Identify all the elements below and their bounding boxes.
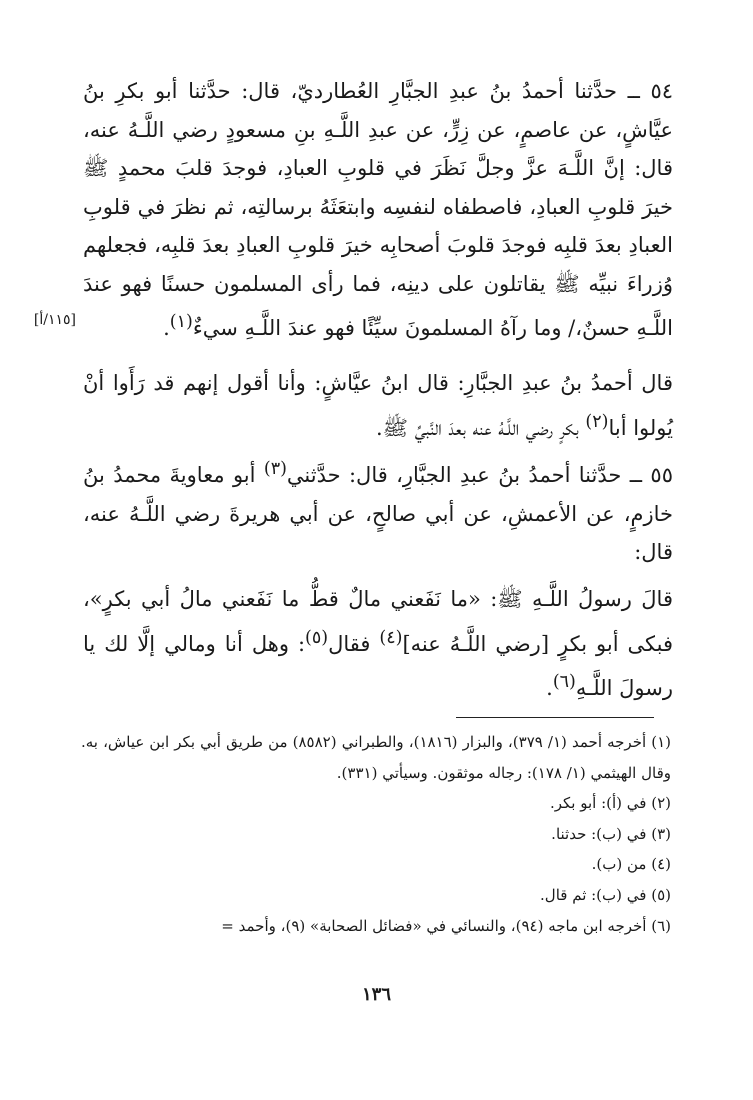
hadith-55-text: ٥٥ ــ حدَّثنا أحمدُ بنُ عبدِ الجبَّارِ، قال: حدَّثني xyxy=(286,463,673,487)
footnote-6: (٦) أخرجه ابن ماجه (٩٤)، والنسائي في «فضائل الصحابة» (٩)، وأحمد = xyxy=(221,916,671,935)
footnotes-list xyxy=(81,727,671,941)
hadith-54-text: ٥٤ ــ حدَّثنا أحمدُ بنُ عبدِ الجبَّارِ العُطارديّ، قال: حدَّثنا أبو بكرِ بنُ عيَّاشٍ، عن عاصمٍ، عن زِرٍّ، عن عبدِ اللَّـهِ بنِ مسعودٍ رضي اللَّـهُ عنه، قال: إنَّ اللَّـهَ عزَّ وجلَّ نَظَرَ في قلوبِ العبادِ، فوجدَ قلبَ محمدٍ ﷺ خيرَ قلوبِ العبادِ، فاصطفاه لنفسِه وابتعَثَهُ برسالتِه، ثم نظرَ في قلوبِ العبادِ بعدَ قلبِه فوجدَ قلوبَ أصحابِه خيرَ قلوبِ العبادِ بعدَ قلبِه، فجعلهم وُزراءَ نبيِّه ﷺ يقاتلون على دينِه، فما رأى المسلمون حسنًا فهو عندَ اللَّـهِ حسنٌ،/ وما رآهُ المسلمونَ سيِّئًا فهو عندَ اللَّـهِ سيءٌ xyxy=(83,79,673,340)
footnote-ref-4: (٤) xyxy=(379,627,403,648)
hadith-54-paragraph: ٥٤ ــ حدَّثنا أحمدُ بنُ عبدِ الجبَّارِ العُطارديّ، قال: حدَّثنا أبو بكرِ بنُ عيَّاشٍ، عن عاصمٍ، عن زِرٍّ، عن عبدِ اللَّـهِ بنِ مسعودٍ رضي اللَّـهُ عنه، قال: إنَّ اللَّـهَ عزَّ وجلَّ نَظَرَ في قلوبِ العبادِ، فوجدَ قلبَ محمدٍ ﷺ خيرَ قلوبِ العبادِ، فاصطفاه لنفسِه وابتعَثَهُ برسالتِه، ثم نظرَ في قلوبِ العبادِ بعدَ قلبِه فوجدَ قلوبَ أصحابِه خيرَ قلوبِ العبادِ بعدَ قلبِه، فجعلهم وُزراءَ نبيِّه ﷺ يقاتلون على دينِه، فما رأى المسلمون حسنًا فهو عندَ اللَّـهِ حسنٌ،/ وما رآهُ المسلمونَ سيِّئًا فهو عندَ اللَّـهِ سيءٌ$^{(١)}$. xyxy=(83,79,673,340)
hadith-55-text-end: أبو معاويةَ محمدُ بنُ خازمٍ، عن الأعمشِ، عن أبي صالحٍ، عن أبي هريرةَ رضي اللَّـهُ عنه، قال: xyxy=(83,463,673,564)
footnote-separator xyxy=(456,717,654,718)
footnote-ref-1: (١) xyxy=(169,312,193,332)
footnote-3: (٣) في (ب): حدثنا. xyxy=(551,824,671,843)
footnote-1: (١) أخرجه أحمد (١/ ٣٧٩)، والبزار (١٨١٦)، والطبراني (٨٥٨٢) من طريق أبي بكر ابن عياش، به. وقال الهيثمي (١/ ١٧٨): رجاله موثقون. وسيأتي (٣٣١). xyxy=(81,733,672,782)
matn-text-end: . xyxy=(546,676,553,700)
matn-text-a: قالَ رسولُ اللَّـهِ ﷺ: «ما نَفَعني مالٌ قطُّ ما نَفَعني مالُ أبي بكرٍ»، فبكى أبو بكرٍ [رضي اللَّـهُ عنه] xyxy=(83,587,674,656)
footnote-ref-2: (٢) xyxy=(585,411,609,432)
page-number: ١٣٦ xyxy=(361,984,391,1005)
footnote-ref-5: (٥) xyxy=(305,627,329,648)
footnote-5: (٥) في (ب): ثم قال. xyxy=(540,885,671,904)
hadith-55-paragraph xyxy=(83,450,673,572)
commentary-text-end: بكرٍ رضي اللَّـهُ عنه بعدَ النَّبيِّ ﷺ. xyxy=(375,415,586,440)
footnote-4: (٤) من (ب). xyxy=(591,855,671,874)
footnote-ref-3: (٣) xyxy=(263,459,287,479)
commentary-paragraph xyxy=(83,364,673,447)
manuscript-folio-reference: [١١٥/أ] xyxy=(33,312,76,328)
matn-text-b: فقال xyxy=(328,631,380,656)
matn-text-c: : وهل أنا ومالي إلَّا لك يا رسولَ اللَّـهِ xyxy=(83,631,673,700)
commentary-text: قال أحمدُ بنُ عبدِ الجبَّارِ: قال ابنُ عيَّاشٍ: وأنا أقول إنهم قد رَأَوا أنْ يُولوا أبا xyxy=(83,371,673,440)
footnote-ref-6: (٦) xyxy=(552,672,576,692)
hadith-55-matn-paragraph xyxy=(83,580,673,708)
footnote-2: (٢) في (أ): أبو بكر. xyxy=(549,794,671,813)
